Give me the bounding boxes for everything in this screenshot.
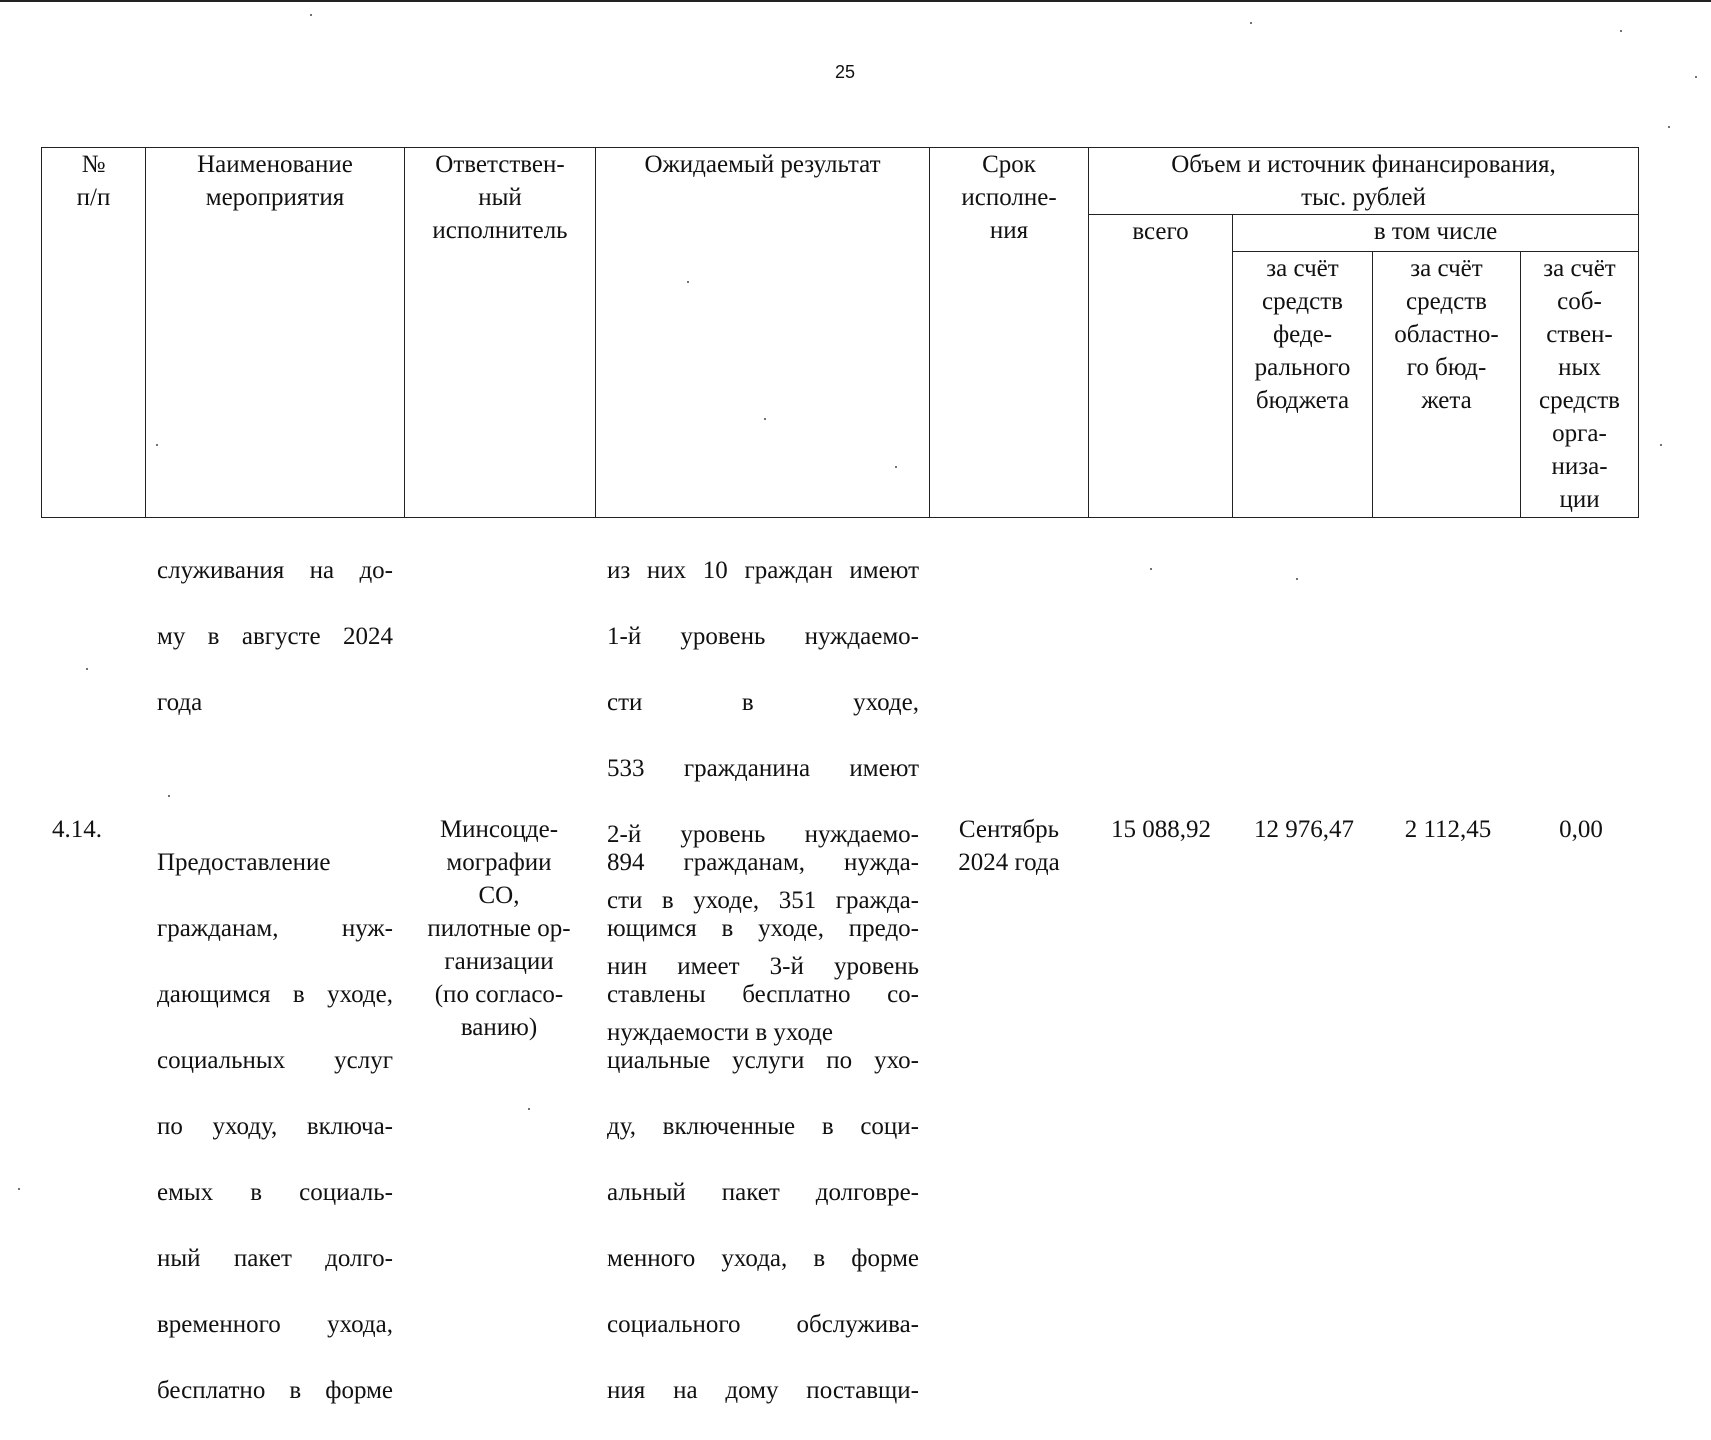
continuation-name-line: му в августе 2024 (157, 623, 393, 650)
row-result-line: 894 гражданам, нужда- (607, 849, 919, 876)
continuation-name (157, 521, 393, 752)
scan-speck (168, 795, 170, 797)
row-name-line: по уходу, включа- (157, 1113, 393, 1140)
scan-speck (687, 281, 689, 283)
scan-speck (1296, 578, 1298, 580)
row-result-line: ставлены бесплатно со- (607, 981, 919, 1008)
scan-speck (764, 418, 766, 420)
continuation-result-line: нуждаемости в уходе (607, 1019, 834, 1046)
scan-speck (1150, 568, 1152, 570)
scan-speck (1668, 126, 1670, 128)
scan-speck (1695, 76, 1697, 78)
page-top-border (0, 0, 1711, 2)
continuation-result-line: 533 гражданина имеют (607, 755, 919, 782)
continuation-result-line: нин имеет 3-й уровень (607, 953, 919, 980)
scan-speck (156, 444, 158, 446)
row-result-line: альный пакет долговре- (607, 1179, 919, 1206)
continuation-result-line: сти в уходе, (607, 689, 919, 716)
row-name-line: бесплатно в форме (157, 1377, 393, 1404)
row-name-line: ный пакет долго- (157, 1245, 393, 1272)
row-result-line: ющимся в уходе, предо- (607, 915, 919, 942)
continuation-result-line: 2-й уровень нуждаемо- (607, 821, 919, 848)
scan-speck (1660, 444, 1662, 446)
continuation-result-line: 1-й уровень нуждаемо- (607, 623, 919, 650)
header-col-regional: за счёт средств областно- го бюд- жета (1373, 252, 1521, 518)
row-federal: 12 976,47 (1254, 816, 1354, 843)
row-name-line: дающимся в уходе, (157, 981, 393, 1008)
row-name-line: социальных услуг (157, 1047, 393, 1074)
row-result-line: социального обслужива- (607, 1311, 919, 1338)
scan-speck (895, 466, 897, 468)
continuation-result-line: из них 10 граждан имеют (607, 557, 919, 584)
row-result-line: менного ухода, в форме (607, 1245, 919, 1272)
scan-speck (86, 668, 88, 670)
header-col-responsible: Ответствен- ный исполнитель (405, 148, 596, 518)
row-total: 15 088,92 (1111, 816, 1211, 843)
continuation-result-line: сти в уходе, 351 гражда- (607, 887, 919, 914)
scan-speck (528, 1108, 530, 1110)
row-name-line: емых в социаль- (157, 1179, 393, 1206)
scan-speck (1250, 22, 1252, 24)
row-result-line: ду, включенные в соци- (607, 1113, 919, 1140)
row-regional: 2 112,45 (1404, 816, 1492, 843)
row-responsible: Минсоцде- мографии СО, пилотные ор- ганизации (по согласо- ванию) (427, 816, 571, 1041)
header-col-total: всего (1089, 215, 1233, 518)
row-own: 0,00 (1559, 816, 1603, 843)
header-col-name: Наименование мероприятия (146, 148, 405, 518)
row-name-line: временного ухода, (157, 1311, 393, 1338)
header-col-federal: за счёт средств феде- рального бюджета (1233, 252, 1373, 518)
scan-speck (310, 14, 312, 16)
header-col-deadline: Срок исполне- ния (930, 148, 1089, 518)
header-col-own: за счёт соб- ствен- ных средств орга- низа- ции (1521, 252, 1639, 518)
scan-speck (18, 1188, 20, 1190)
row-result (607, 813, 919, 1440)
row-deadline: Сентябрь 2024 года (958, 816, 1060, 876)
table-header (41, 147, 1639, 518)
row-name-line: гражданам, нуж- (157, 915, 393, 942)
row-name-line: Предоставление (157, 849, 331, 876)
header-col-including: в том числе (1233, 215, 1639, 252)
header-col-funding: Объем и источник финансирования, тыс. рублей (1089, 148, 1639, 215)
continuation-name-line: года (157, 689, 203, 716)
row-name (157, 813, 393, 1440)
row-result-line: циальные услуги по ухо- (607, 1047, 919, 1074)
header-col-result: Ожидаемый результат (596, 148, 930, 518)
header-col-number: № п/п (42, 148, 146, 518)
row-result-line: ния на дому поставщи- (607, 1377, 919, 1404)
continuation-name-line: служивания на до- (157, 557, 393, 584)
page-number: 25 (834, 62, 856, 82)
scan-speck (1620, 30, 1622, 32)
row-number: 4.14. (52, 816, 102, 843)
